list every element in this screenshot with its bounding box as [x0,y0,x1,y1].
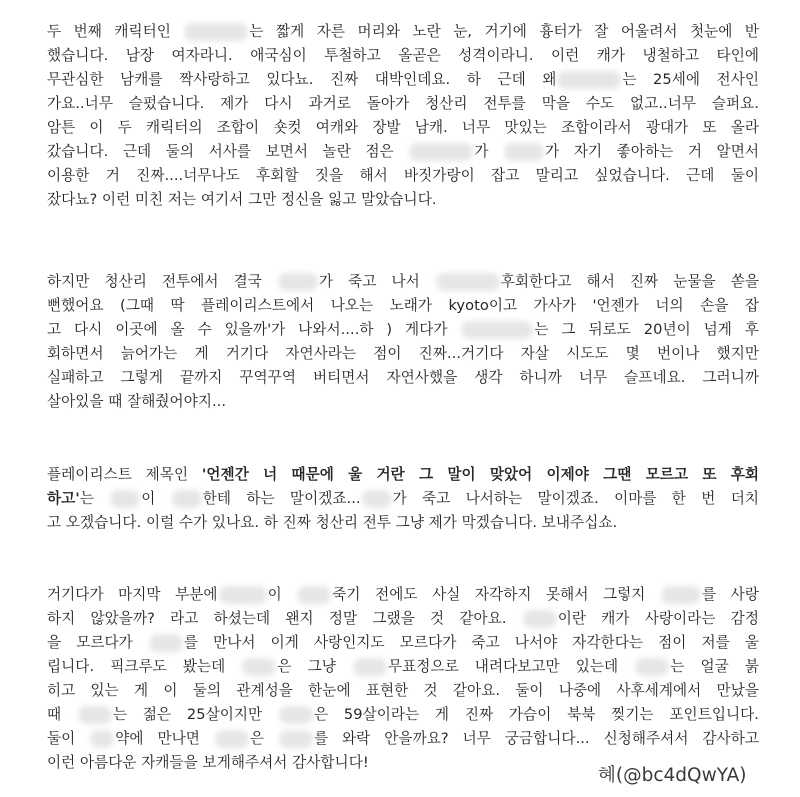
redacted-name [279,706,313,724]
text-segment: 암튼 이 두 캐릭터의 조합이 숏컷 여캐와 장발 남캐. 너무 맛있는 조합이라서 광대가 또 올라 [47,119,759,136]
text-segment: 이 [267,586,297,603]
text-line [47,318,759,342]
text-segment: 가 [474,143,504,160]
text-segment: 플레이리스트 제목인 [47,466,202,483]
text-segment: 이 [141,490,171,507]
text-segment: 는 그 뒤로도 20년이 넘게 후 [534,321,759,338]
text-segment: 를 만나서 이게 사랑인지도 모르다가 죽고 나서야 자각한다는 점이 저를 울 [183,634,759,651]
text-segment: 히고 있는 게 이 둘의 관계성을 한눈에 표현한 것 같아요. 둘이 나중에 사후세계에서 만났을 [47,682,759,699]
redacted-name [219,586,267,604]
text-line [47,20,759,44]
text-segment: 이런 아름다운 자캐들을 보게해주셔서 감사합니다! [47,754,369,771]
text-segment: 을 모르다가 [47,634,148,651]
text-line [47,294,759,318]
text-segment: 은 그냥 [277,658,352,675]
text-line [47,68,759,92]
text-line [47,583,759,607]
redacted-name [661,586,701,604]
redacted-name [461,321,533,339]
text-segment: 는 [79,490,110,507]
text-line [47,366,759,390]
text-segment: 한테 하는 말이겠죠... [202,490,361,507]
text-line [47,463,759,487]
text-segment: 죽기 전에도 사실 자각하지 못해서 그렇지 [332,586,660,603]
text-segment: 무관심한 남캐를 짝사랑하고 있다뇨. 진짜 대박인데요. 하 근데 왜 [47,71,557,88]
text-segment: 거기다가 마지막 부분에 [47,586,218,603]
bold-text: '언젠간 너 때문에 울 거란 그 말이 맞았어 이제야 그땐 모르고 또 후회 [201,466,759,483]
redacted-name [242,658,276,676]
redacted-name [297,586,331,604]
text-segment: 갔습니다. 근데 둘의 서사를 보면서 놀란 점은 [47,143,409,160]
text-line [47,390,759,414]
redacted-name [172,490,202,508]
text-segment: 는 젊은 25살이지만 [112,706,278,723]
text-line [47,44,759,68]
redacted-name [635,658,669,676]
text-segment: 잤다뇨? 이런 미친 저는 여기서 그만 정신을 잃고 말았습니다. [47,191,437,208]
text-segment: 살아있을 때 잘해줬어야지... [47,393,227,410]
text-segment: 두 번째 캐릭터인 [47,23,184,40]
text-line [47,703,759,727]
text-segment: 하지 않았을까? 라고 하셨는데 왠지 정말 그랬을 것 같아요. [47,610,522,627]
text-segment: 했습니다. 남장 여자라니. 애국심이 투철하고 올곧은 성격이라니. 이런 캐가 냉철하고 타인에 [47,47,759,64]
text-line [47,511,759,535]
text-segment: 가 자기 좋아하는 거 알면서 [545,143,760,160]
redacted-name [409,143,473,161]
text-segment: 약에 만나면 [115,730,214,747]
redacted-name [504,143,544,161]
text-line [47,270,759,294]
redacted-name [78,706,112,724]
text-line [47,342,759,366]
text-segment: 는 얼굴 붉 [670,658,760,675]
redacted-name [523,610,557,628]
text-segment: 뻔했어요 (그때 딱 플레이리스트에서 나오는 노래가 kyoto이고 가사가 '언젠가 너의 손을 잡 [47,297,759,314]
text-segment: 는 짧게 자른 머리와 노란 눈, 거기에 흉터가 잘 어울려서 첫눈에 반 [249,23,759,40]
text-line [47,607,759,631]
text-line [47,188,759,212]
text-segment: 가 죽고 나서 [318,273,435,290]
redacted-name [353,658,387,676]
redacted-name [557,71,621,89]
text-segment: 실패하고 그렇게 끝까지 꾸역꾸역 버티면서 자연사했을 생각 하니까 너무 슬프네요. 그러니까 [47,369,759,386]
text-segment: 은 [249,730,278,747]
text-line [47,164,759,188]
author-handle: 혜(@bc4dQwYA) [598,765,747,786]
redacted-name [90,730,114,748]
text-segment: 립니다. 픽크루도 봤는데 [47,658,242,675]
text-segment: 고 다시 이곳에 올 수 있을까'가 나와서....하 ) 게다가 [47,321,461,338]
text-line [47,631,759,655]
redacted-name [436,273,500,291]
text-segment: 후회한다고 해서 진짜 눈물을 쏟을 [500,273,759,290]
text-segment: 가 죽고 나서하는 말이겠죠. 이마를 한 번 더치 [392,490,759,507]
redacted-name [215,730,249,748]
text-segment: 는 25세에 전사인 [622,71,759,88]
redacted-name [110,490,140,508]
text-segment: 를 사랑 [702,586,759,603]
text-line [47,116,759,140]
text-segment: 무표정으로 내려다보고만 있는데 [387,658,635,675]
text-segment: 은 59살이라는 게 진짜 가슴이 북북 찢기는 포인트입니다. [313,706,759,723]
redacted-name [362,490,392,508]
text-line [47,727,759,751]
text-segment: 이용한 거 진짜....너무나도 후회할 짓을 해서 바짓가랑이 잡고 말리고 싶었습니다. 근데 둘이 [47,167,759,184]
text-line [47,92,759,116]
text-segment: 둘이 [47,730,90,747]
text-segment: 고 오겠습니다. 이럴 수가 있나요. 하 진짜 청산리 전투 그냥 제가 막겠습니다. 보내주십쇼. [47,514,618,531]
redacted-name [149,634,183,652]
text-segment: 를 와락 안을까요? 너무 궁금합니다... 신청해주셔서 감사하고 [313,730,759,747]
text-segment: 하지만 청산리 전투에서 결국 [47,273,277,290]
redacted-name [278,273,318,291]
text-line [47,679,759,703]
redacted-name [279,730,313,748]
bold-text: 하고' [47,490,80,507]
redacted-name [184,23,248,41]
text-line [47,487,759,511]
text-segment: 이란 캐가 사랑이라는 감정 [557,610,759,627]
text-segment: 가요..너무 슬펐습니다. 제가 다시 과거로 돌아가 청산리 전투를 막을 수도 없고..너무 슬퍼요. [47,95,759,112]
text-line [47,140,759,164]
text-line [47,655,759,679]
text-segment: 때 [47,706,77,723]
text-segment: 회하면서 늙어가는 게 거기다 자연사라는 점이 진짜...거기다 자살 시도도 몇 번이나 했지만 [47,345,759,362]
